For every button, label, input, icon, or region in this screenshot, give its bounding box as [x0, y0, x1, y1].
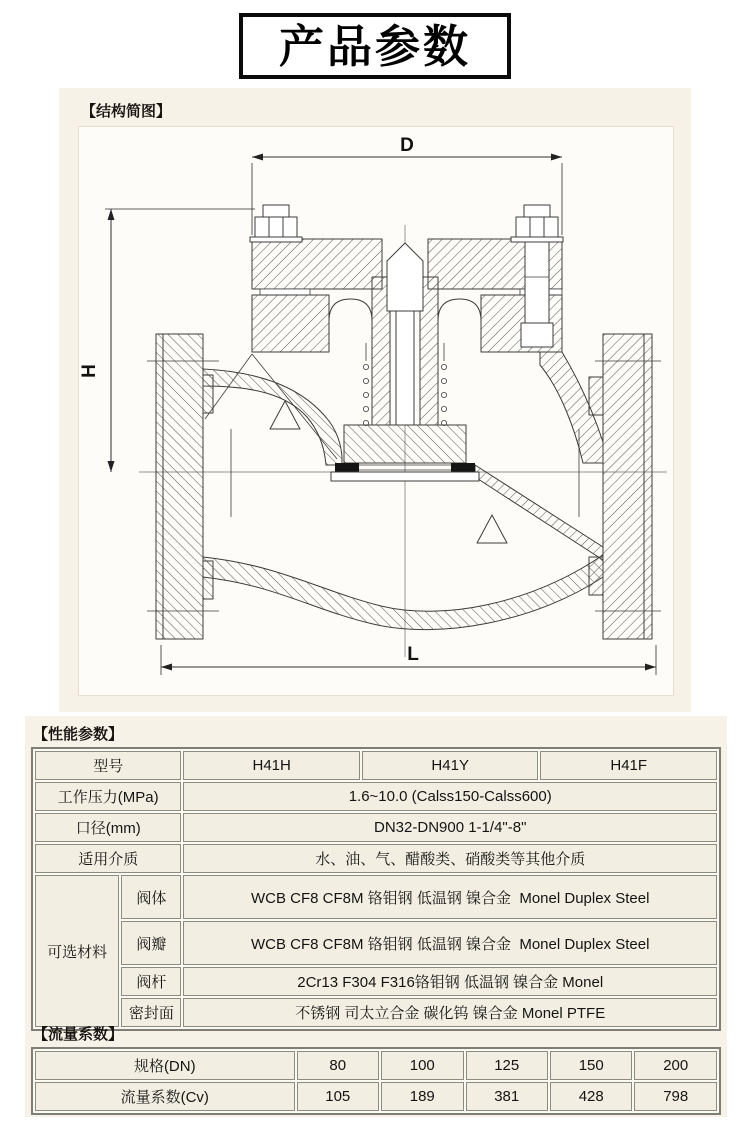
performance-table — [31, 747, 721, 1031]
dn-cell: 125 — [466, 1051, 548, 1080]
table-row — [35, 751, 717, 780]
row-header-cell: 型号 — [35, 751, 181, 780]
cv-cell: 105 — [297, 1082, 379, 1111]
materials-group-header-cell: 可选材料 — [35, 875, 119, 1027]
cv-cell: 189 — [381, 1082, 463, 1111]
dn-cell: 100 — [381, 1051, 463, 1080]
table-row — [35, 844, 717, 873]
model-cell: H41H — [183, 751, 360, 780]
cv-cell: 428 — [550, 1082, 632, 1111]
valve-stem — [387, 243, 423, 425]
table-row — [35, 1082, 717, 1111]
part-header-cell: 阀瓣 — [121, 921, 181, 965]
table-row — [35, 967, 717, 996]
flow-coefficient-table — [31, 1047, 721, 1115]
structure-section — [59, 88, 691, 712]
row-header-cell: 规格(DN) — [35, 1051, 295, 1080]
valve-disc — [331, 425, 479, 481]
model-cell: H41F — [540, 751, 717, 780]
table-row — [35, 921, 717, 965]
value-cell: WCB CF8 CF8M 铬钼钢 低温钢 镍合金 Monel Duplex Steel — [183, 875, 717, 919]
right-flange — [589, 334, 661, 639]
value-cell: 1.6~10.0 (Calss150-Calss600) — [183, 782, 717, 811]
dimension-d-label: D — [400, 135, 414, 156]
model-cell: H41Y — [362, 751, 539, 780]
value-cell: 不锈钢 司太立合金 碳化钨 镍合金 Monel PTFE — [183, 998, 717, 1027]
table-row — [35, 1051, 717, 1080]
table-row — [35, 998, 717, 1027]
row-header-cell: 口径(mm) — [35, 813, 181, 842]
table-row — [35, 782, 717, 811]
parameters-section — [25, 716, 727, 1117]
part-header-cell: 密封面 — [121, 998, 181, 1027]
part-header-cell: 阀杆 — [121, 967, 181, 996]
table-row — [35, 813, 717, 842]
cv-cell: 798 — [634, 1082, 717, 1111]
cv-cell: 381 — [466, 1082, 548, 1111]
dn-cell: 150 — [550, 1051, 632, 1080]
structure-section-label: 【结构简图】 — [81, 103, 172, 120]
row-header-cell: 流量系数(Cv) — [35, 1082, 295, 1111]
dn-cell: 200 — [634, 1051, 717, 1080]
page-title — [239, 13, 511, 79]
dimension-h-label: H — [79, 364, 100, 378]
row-header-cell: 工作压力(MPa) — [35, 782, 181, 811]
table-row — [35, 875, 717, 919]
bonnet-bolt-left — [250, 205, 302, 242]
dimension-l-label: L — [407, 644, 419, 665]
performance-section-label: 【性能参数】 — [33, 726, 124, 743]
page-title-text: 产品参数 — [278, 20, 471, 72]
value-cell: DN32-DN900 1-1/4"-8" — [183, 813, 717, 842]
flow-section-label: 【流量系数】 — [33, 1026, 124, 1043]
value-cell: WCB CF8 CF8M 铬钼钢 低温钢 镍合金 Monel Duplex Steel — [183, 921, 717, 965]
dimension-l — [161, 644, 656, 675]
part-header-cell: 阀体 — [121, 875, 181, 919]
valve-cross-section-drawing — [79, 127, 673, 695]
valve-drawing-area — [78, 126, 674, 696]
dn-cell: 80 — [297, 1051, 379, 1080]
row-header-cell: 适用介质 — [35, 844, 181, 873]
value-cell: 水、油、气、醋酸类、硝酸类等其他介质 — [183, 844, 717, 873]
value-cell: 2Cr13 F304 F316铬钼钢 低温钢 镍合金 Monel — [183, 967, 717, 996]
